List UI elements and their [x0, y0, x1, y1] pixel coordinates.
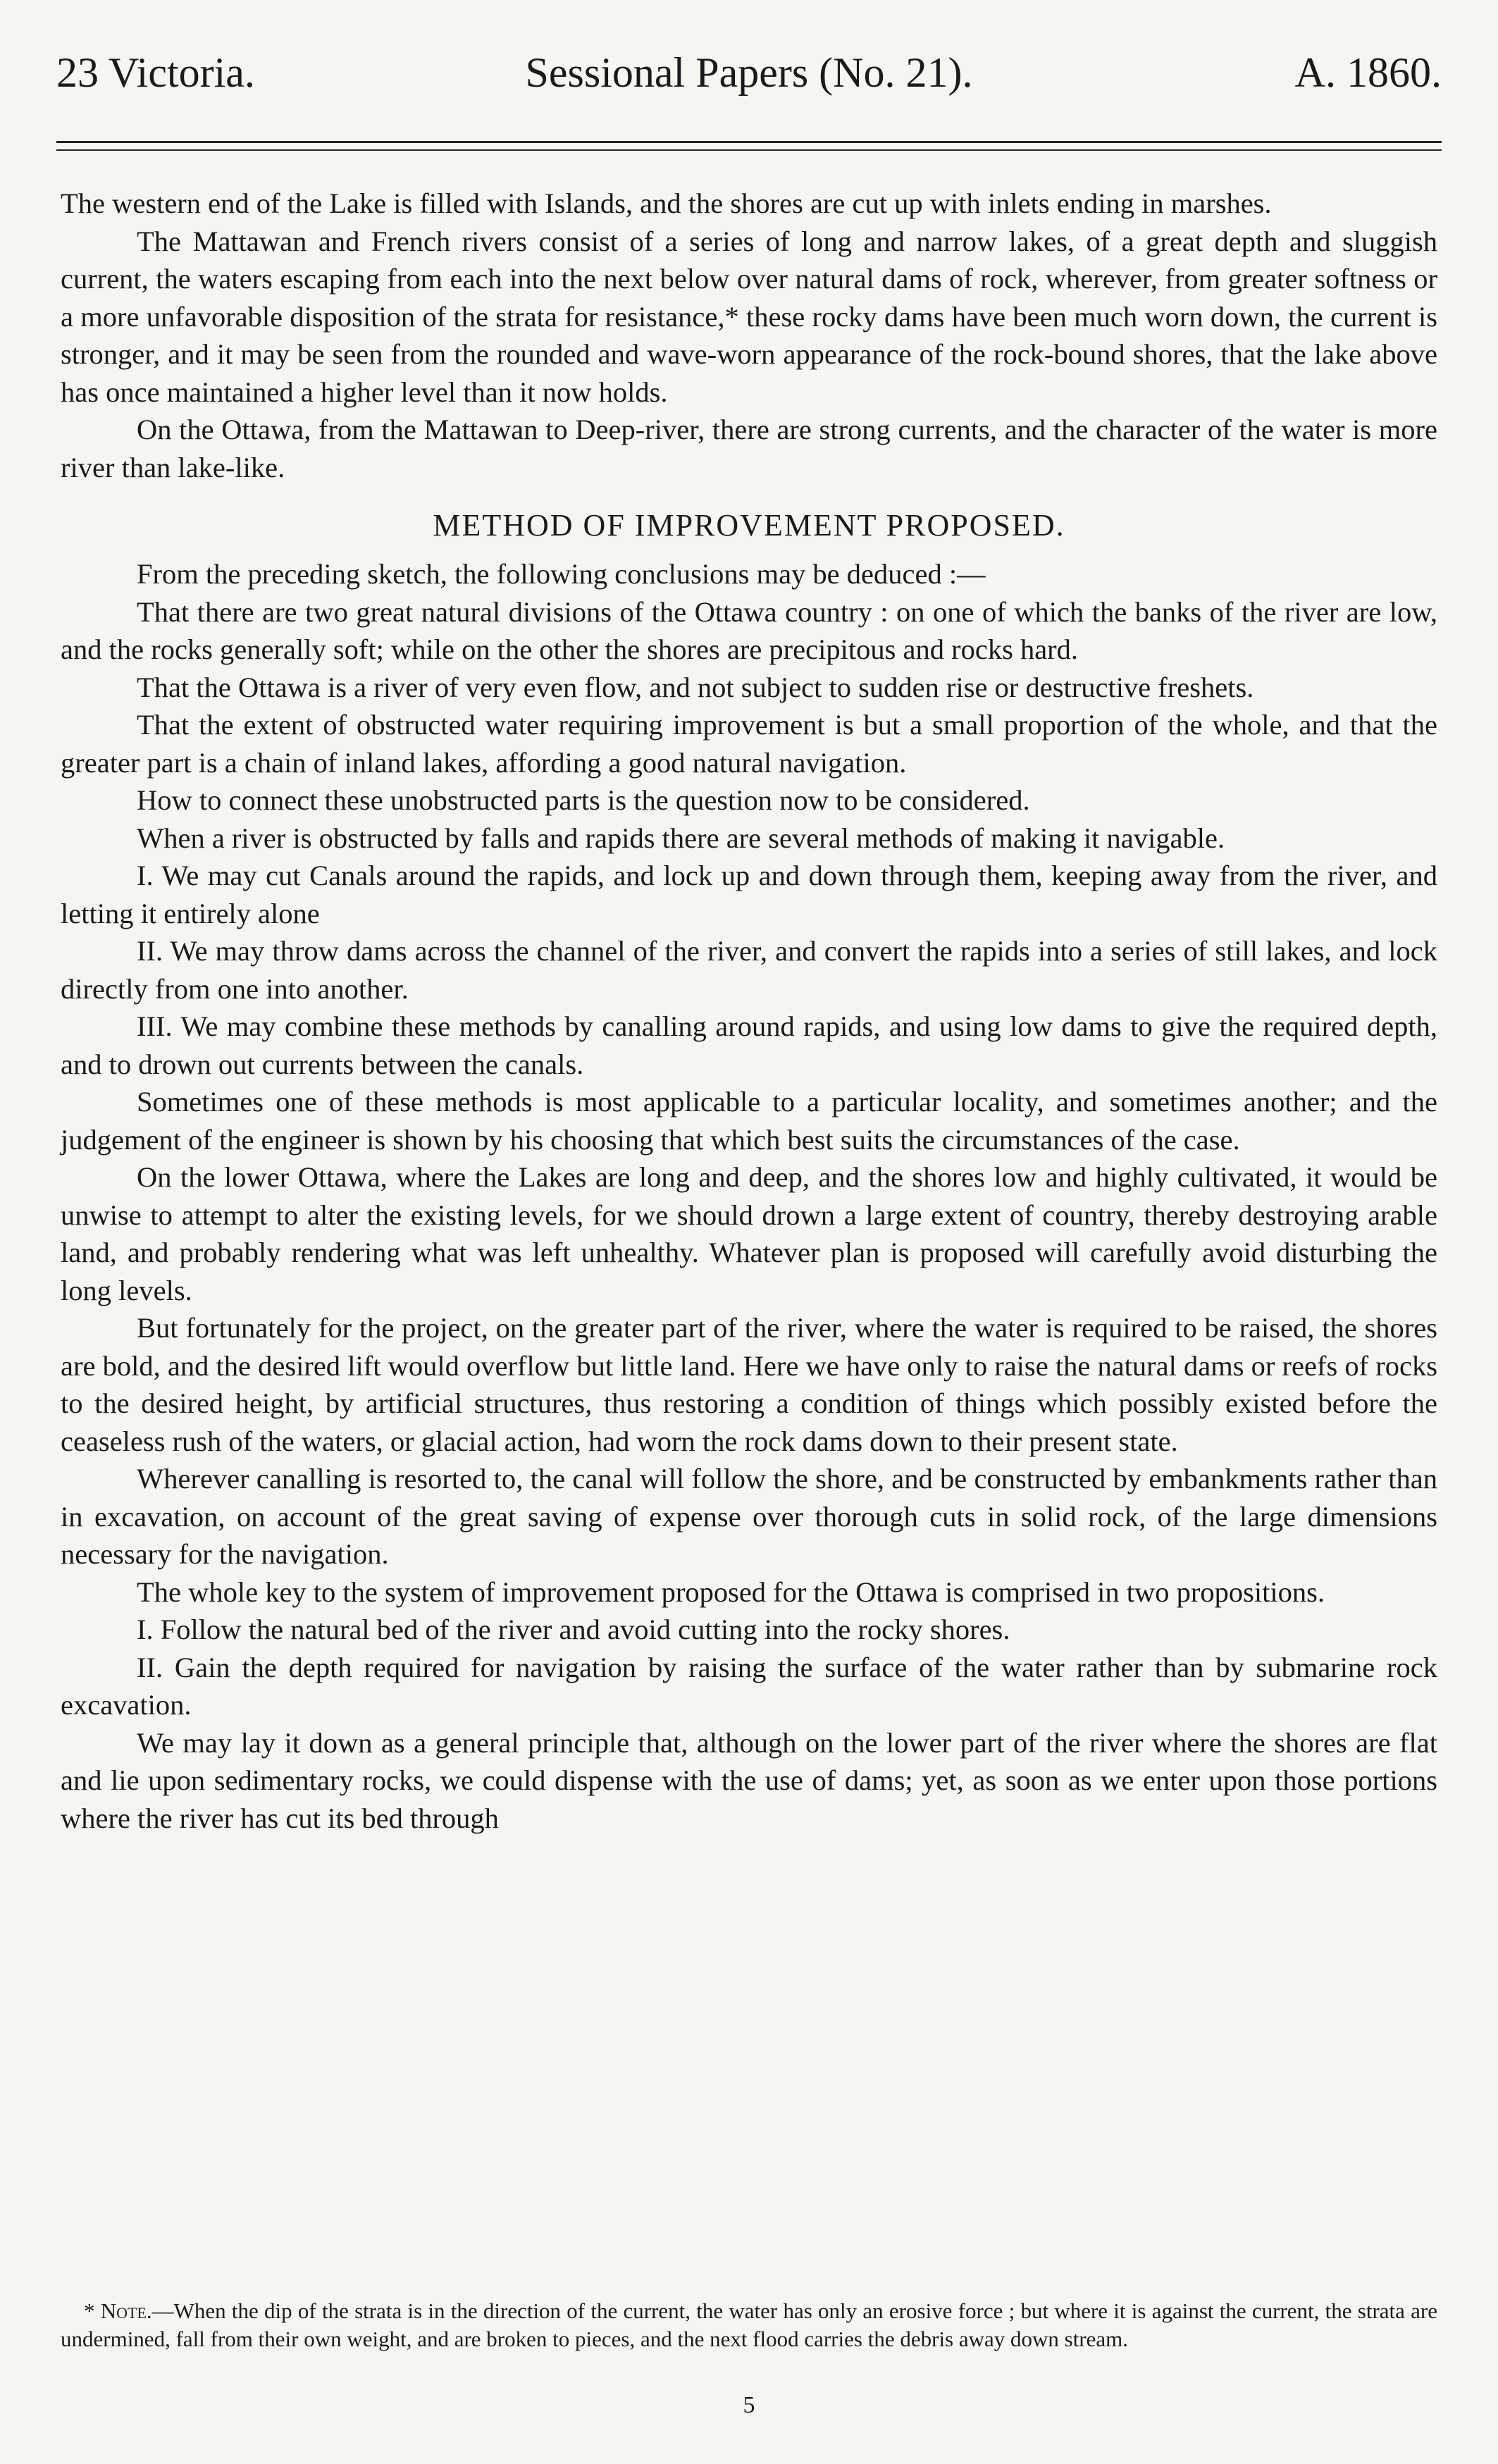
- paragraph: Sometimes one of these methods is most applicable to a particular locality, and sometimes another; and the judgement of the engineer is shown by his choosing that which best suits the circumstances of the case.: [61, 1086, 1437, 1156]
- header-title: Sessional Papers (No. 21).: [525, 49, 973, 96]
- paragraph: We may lay it down as a general principle that, although on the lower part of the river where the shores are flat and lie upon sedimentary rocks, we could dispense with the use of dams; yet, as soon as we enter upon those portions where the river has cut its bed through: [61, 1726, 1437, 1834]
- list-item: III. We may combine these methods by canalling around rapids, and using low dams to give the required depth, and to drown out currents between the canals.: [61, 1010, 1437, 1080]
- paragraph: How to connect these unobstructed parts is the question now to be considered.: [137, 784, 1030, 816]
- paragraph: When a river is obstructed by falls and rapids there are several methods of making it navigable.: [137, 822, 1225, 854]
- section-heading: METHOD OF IMPROVEMENT PROPOSED.: [433, 508, 1065, 543]
- paragraph: The Mattawan and French rivers consist of a series of long and narrow lakes, of a great depth and sluggish current, the waters escaping from each into the next below over natural dams of rock, wherever, from greater softness or a more unfavorable disposition of the strata for resistance,* these rocky dams have been much worn down, the current is stronger, and it may be seen from the rounded and wave-worn appearance of the rock-bound shores, that the lake above has once maintained a higher level than it now holds.: [61, 225, 1437, 408]
- paragraph: That the Ottawa is a river of very even flow, and not subject to sudden rise or destructive freshets.: [137, 671, 1254, 703]
- header-year: A. 1860.: [1294, 49, 1442, 96]
- paragraph: The western end of the Lake is filled with Islands, and the shores are cut up with inlets ending in marshes.: [61, 187, 1272, 219]
- paragraph: On the Ottawa, from the Mattawan to Deep-river, there are strong currents, and the character of the water is more river than lake-like.: [61, 414, 1437, 483]
- paragraph: From the preceding sketch, the following conclusions may be deduced :—: [137, 558, 986, 590]
- header-rule-top: [56, 141, 1442, 143]
- paragraph: But fortunately for the project, on the greater part of the river, where the water is required to be raised, the shores are bold, and the desired lift would overflow but little land. Here we have only to raise the natural dams or reefs of rocks to the desired height, by artificial structures, thus restoring a condition of things which possibly existed before the ceaseless rush of the waters, or glacial action, had worn the rock dams down to their present state.: [61, 1312, 1437, 1457]
- paragraph: On the lower Ottawa, where the Lakes are long and deep, and the shores low and highly cultivated, it would be unwise to attempt to alter the existing levels, for we should drown a large extent of country, thereby destroying arable land, and probably rendering what was left unhealthy. Whatever plan is proposed will carefully avoid disturbing the long levels.: [61, 1161, 1437, 1306]
- page-number: 5: [743, 2392, 755, 2418]
- footnote-marker: * Note.: [84, 2298, 152, 2323]
- list-item: I. We may cut Canals around the rapids, and lock up and down through them, keeping away from the river, and letting it entirely alone: [61, 860, 1437, 929]
- paragraph: Wherever canalling is resorted to, the canal will follow the shore, and be constructed by embankments rather than in excavation, on account of the great saving of expense over thorough cuts in solid rock, of the large dimensions necessary for the navigation.: [61, 1463, 1437, 1570]
- paragraph: The whole key to the system of improvement proposed for the Ottawa is comprised in two propositions.: [137, 1575, 1325, 1608]
- running-header: [56, 41, 1442, 104]
- header-session: 23 Victoria.: [56, 49, 255, 96]
- footnote: [61, 2297, 1437, 2353]
- header-rule-bottom: [56, 149, 1442, 151]
- list-item: II. We may throw dams across the channel of the river, and convert the rapids into a series of still lakes, and lock directly from one into another.: [61, 935, 1437, 1005]
- paragraph: That the extent of obstructed water requiring improvement is but a small proportion of the whole, and that the greater part is a chain of inland lakes, affording a good natural navigation.: [61, 709, 1437, 779]
- paragraph: That there are two great natural divisions of the Ottawa country : on one of which the banks of the river are low, and the rocks generally soft; while on the other the shores are precipitous and rocks hard.: [61, 595, 1437, 665]
- list-item: I. Follow the natural bed of the river and avoid cutting into the rocky shores.: [137, 1614, 1010, 1645]
- body-text: [61, 185, 1437, 1837]
- list-item: II. Gain the depth required for navigation by raising the surface of the water rather than by submarine rock excavation.: [61, 1651, 1437, 1721]
- footnote-text: —When the dip of the strata is in the direction of the current, the water has only an erosive force ; but where it is against the current, the strata are undermined, fall from their own weight, and are broken to pieces, and the next flood carries the debris away down stream.: [61, 2298, 1438, 2351]
